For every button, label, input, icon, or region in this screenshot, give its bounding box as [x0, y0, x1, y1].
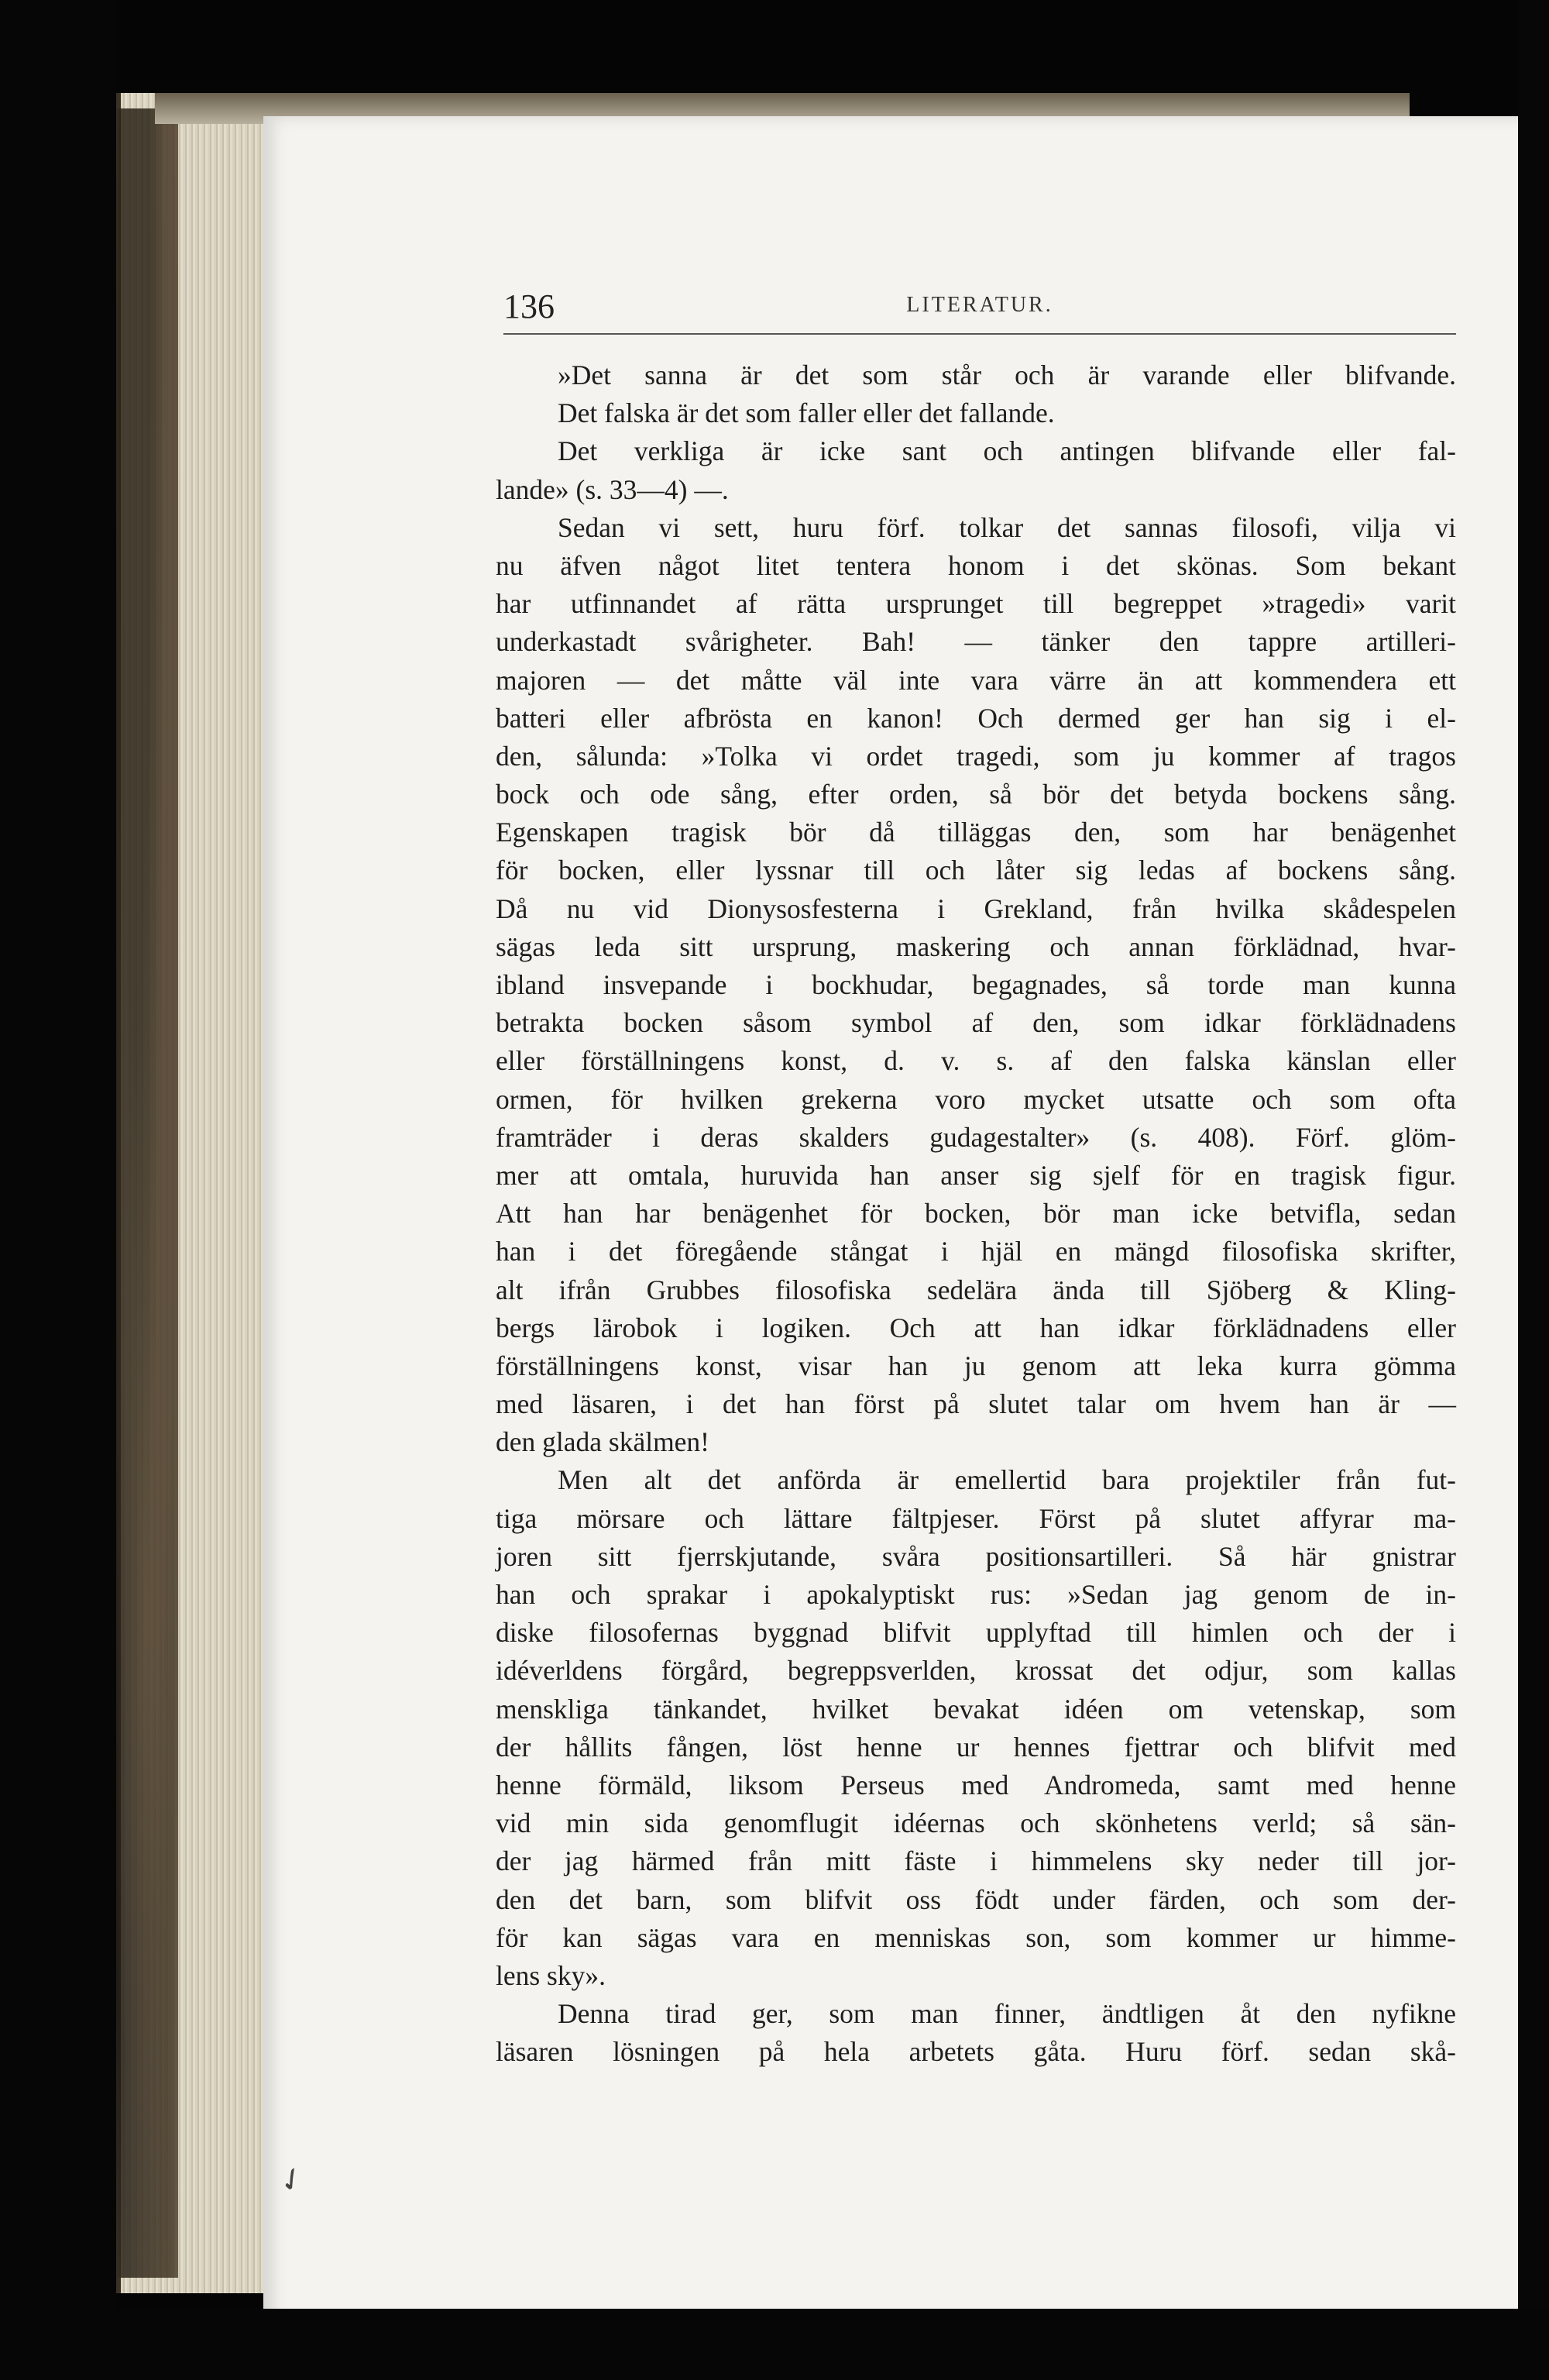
text-line: med läsaren, i det han först på slutet talar om hvem han är — — [496, 1388, 1456, 1420]
text-line: underkastadt svårigheter. Bah! — tänker den tappre artilleri- — [496, 626, 1456, 658]
text-line: för kan sägas vara en menniskas son, som kommer ur himme- — [496, 1921, 1456, 1953]
text-line: han i det föregående stångat i hjäl en mängd filosofiska skrifter, — [496, 1236, 1456, 1267]
text-line: den glada skälmen! — [496, 1426, 710, 1458]
text-line: ibland insvepande i bockhudar, begagnades, så torde man kunna — [496, 969, 1456, 1000]
text-line: joren sitt fjerrskjutande, svåra positionsartilleri. Så här gnistrar — [496, 1540, 1456, 1572]
text-line: Men alt det anförda är emellertid bara projektiler från fut- — [558, 1464, 1456, 1496]
scan-border-right — [1518, 0, 1549, 2380]
text-line: bock och ode sång, efter orden, så bör det betyda bockens sång. — [496, 779, 1456, 810]
text-line: Sedan vi sett, huru förf. tolkar det sannas filosofi, vilja vi — [558, 511, 1456, 543]
margin-pencil-mark: ✓ — [271, 2158, 312, 2202]
text-line: han och sprakar i apokalyptiskt rus: »Sedan jag genom de in- — [496, 1579, 1456, 1610]
page-header — [503, 287, 1456, 335]
text-line: der jag härmed från mitt fäste i himmelens sky neder till jor- — [496, 1845, 1456, 1877]
text-line: lande» (s. 33—4) —. — [496, 473, 729, 505]
text-line: vid min sida genomflugit idéernas och skönhetens verld; så sän- — [496, 1807, 1456, 1839]
text-line: har utfinnandet af rätta ursprunget till begreppet »tragedi» varit — [496, 588, 1456, 620]
text-line: för bocken, eller lyssnar till och låter sig ledas af bockens sång. — [496, 855, 1456, 886]
text-line: majoren — det måtte väl inte vara värre än att kommendera ett — [496, 664, 1456, 696]
text-line: Egenskapen tragisk bör då tilläggas den, som har benägenhet — [496, 817, 1456, 848]
text-line: lens sky». — [496, 1959, 606, 1991]
text-line: Denna tirad ger, som man finner, ändtligen åt den nyfikne — [558, 1998, 1456, 2030]
scan-border — [0, 0, 116, 2380]
text-line: alt ifrån Grubbes filosofiska sedelära ända till Sjöberg & Kling- — [496, 1274, 1456, 1305]
text-line: ormen, för hvilken grekerna voro mycket utsatte och som ofta — [496, 1083, 1456, 1115]
page-number: 136 — [503, 287, 555, 325]
text-line: der hållits fången, löst henne ur hennes fjettrar och blifvit med — [496, 1731, 1456, 1763]
text-line: batteri eller afbrösta en kanon! Och dermed ger han sig i el- — [496, 702, 1456, 734]
text-line: förställningens konst, visar han ju genom att leka kurra gömma — [496, 1350, 1456, 1381]
text-line: Då nu vid Dionysosfesterna i Grekland, från hvilka skådespelen — [496, 892, 1456, 924]
running-head: LITERATUR. — [906, 293, 1053, 317]
text-line: henne förmäld, liksom Perseus med Andromeda, samt med henne — [496, 1769, 1456, 1800]
text-line: betrakta bocken såsom symbol af den, som idkar förklädnadens — [496, 1007, 1456, 1039]
binding-damage — [116, 108, 178, 2278]
text-line: den, sålunda: »Tolka vi ordet tragedi, som ju kommer af tragos — [496, 740, 1456, 772]
text-line: läsaren lösningen på hela arbetets gåta. Huru förf. sedan skå- — [496, 2036, 1456, 2068]
text-line: idéverldens förgård, begreppsverlden, krossat det odjur, som kallas — [496, 1655, 1456, 1687]
text-line: framträder i deras skalders gudagestalter» (s. 408). Förf. glöm- — [496, 1121, 1456, 1153]
text-line: sägas leda sitt ursprung, maskering och annan förklädnad, hvar- — [496, 930, 1456, 962]
text-line: Det verkliga är icke sant och antingen blifvande eller fal- — [558, 435, 1456, 467]
text-line: Det falska är det som faller eller det fallande. — [558, 397, 1055, 429]
text-line: bergs lärobok i logiken. Och att han idkar förklädnadens eller — [496, 1312, 1456, 1343]
text-line: Att han har benägenhet för bocken, bör man icke betvifla, sedan — [496, 1198, 1456, 1230]
scan-border-bottom — [0, 2309, 1549, 2380]
text-line: diske filosofernas byggnad blifvit upplyftad till himlen och der i — [496, 1617, 1456, 1649]
text-line: den det barn, som blifvit oss födt under färden, och som der- — [496, 1883, 1456, 1915]
text-line: mer att omtala, huruvida han anser sig sjelf för en tragisk figur. — [496, 1159, 1456, 1191]
text-line: nu äfven något litet tentera honom i det skönas. Som bekant — [496, 549, 1456, 581]
text-line: tiga mörsare och lättare fältpjeser. Först på slutet affyrar ma- — [496, 1502, 1456, 1534]
text-line: »Det sanna är det som står och är varande eller blifvande. — [558, 359, 1456, 390]
text-line: menskliga tänkandet, hvilket bevakat idéen om vetenskap, som — [496, 1693, 1456, 1725]
text-line: eller förställningens konst, d. v. s. af den falska känslan eller — [496, 1045, 1456, 1077]
body-text — [496, 356, 1456, 2071]
